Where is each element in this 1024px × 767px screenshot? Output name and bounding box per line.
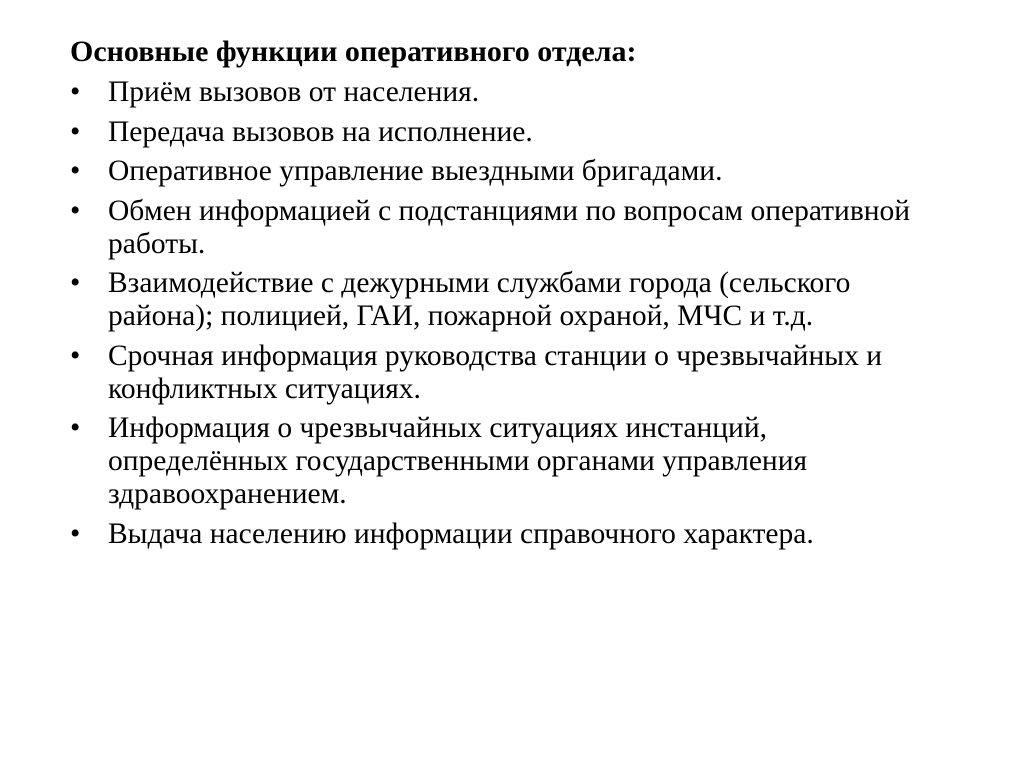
list-item-text: Информация о чрезвычайных ситуациях инстанций, определённых государственными органами управления здравоохранением. <box>108 412 808 510</box>
list-item <box>70 412 950 511</box>
list-item <box>70 195 950 261</box>
list-item <box>70 518 950 551</box>
list-item <box>70 267 950 333</box>
list-item-text: Обмен информацией с подстанциями по вопросам оперативной работы. <box>108 194 911 260</box>
bullet-icon: • <box>70 76 81 108</box>
slide-title: Основные функции оперативного отдела: <box>70 35 637 68</box>
bullet-icon: • <box>70 339 81 372</box>
list-item-text: Выдача населению информации справочного характера. <box>108 517 814 550</box>
list-item <box>70 76 950 109</box>
list-item-text: Взаимодействие с дежурными службами города (сельского района); полицией, ГАИ, пожарной охраной, МЧС и т.д. <box>108 267 851 332</box>
list-item-text: Передача вызовов на исполнение. <box>108 115 533 148</box>
list-item-text: Срочная информация руководства станции о чрезвычайных и конфликтных ситуациях. <box>108 339 882 405</box>
bullet-icon: • <box>70 115 81 148</box>
list-item <box>70 340 950 406</box>
bullet-icon: • <box>70 194 81 227</box>
bullet-icon: • <box>70 155 81 187</box>
bullet-icon: • <box>70 517 81 550</box>
list-item-text: Приём вызовов от населения. <box>108 76 480 108</box>
bullet-icon: • <box>70 412 81 444</box>
list-item <box>70 155 950 188</box>
list-item <box>70 116 950 149</box>
bullet-list <box>70 76 950 557</box>
bullet-icon: • <box>70 267 81 299</box>
list-item-text: Оперативное управление выездными бригадами. <box>108 155 723 187</box>
